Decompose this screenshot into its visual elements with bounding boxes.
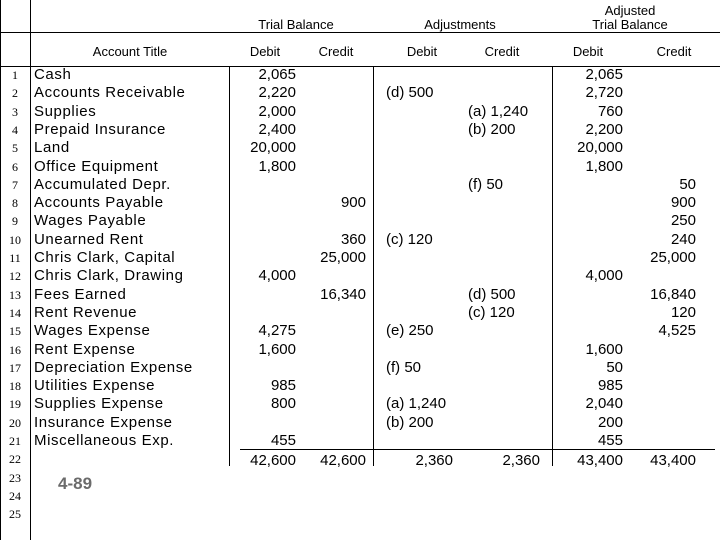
account-title: Office Equipment bbox=[34, 157, 159, 175]
atb-debit-cell: 2,040 bbox=[585, 395, 623, 413]
adj-credit-cell: (d) 500 bbox=[468, 285, 516, 303]
tb-credit-cell: 16,340 bbox=[320, 285, 366, 303]
adj-debit-cell: (a) 1,240 bbox=[386, 395, 447, 413]
row-number: 15 bbox=[9, 324, 21, 339]
tb-debit-cell: 985 bbox=[270, 377, 296, 395]
row-number: 1 bbox=[12, 68, 18, 82]
account-title: Wages Expense bbox=[34, 322, 151, 340]
tb-total-credit: 42,600 bbox=[320, 452, 366, 469]
header-top-rule bbox=[0, 32, 720, 33]
account-title: Cash bbox=[34, 66, 72, 83]
account-title: Insurance Expense bbox=[34, 413, 173, 431]
account-title: Accounts Payable bbox=[34, 194, 164, 212]
tb-divider bbox=[373, 66, 374, 466]
atb-debit-cell: 50 bbox=[606, 358, 623, 376]
adj-credit-cell: (b) 200 bbox=[468, 120, 516, 138]
account-title: Fees Earned bbox=[34, 285, 127, 303]
row-number: 22 bbox=[9, 452, 21, 467]
adj-credit-header: Credit bbox=[484, 44, 520, 59]
row-number: 23 bbox=[9, 470, 21, 485]
atb-total-credit: 43,400 bbox=[650, 452, 696, 469]
row-number: 5 bbox=[12, 141, 18, 156]
tb-debit-cell: 20,000 bbox=[250, 139, 296, 157]
tb-debit-cell: 4,275 bbox=[258, 322, 296, 340]
account-title: Chris Clark, Capital bbox=[34, 249, 176, 266]
account-title: Accounts Receivable bbox=[34, 84, 186, 102]
row-number: 9 bbox=[12, 214, 18, 229]
tb-debit-cell: 455 bbox=[270, 432, 296, 449]
tb-debit-header: Debit bbox=[249, 44, 281, 59]
trial-balance-header: Trial Balance bbox=[258, 17, 334, 32]
row-number: 19 bbox=[9, 397, 21, 412]
tb-debit-cell: 2,400 bbox=[258, 120, 296, 138]
account-title: Supplies bbox=[34, 102, 97, 120]
atb-total-debit: 43,400 bbox=[577, 452, 623, 469]
account-title: Depreciation Expense bbox=[34, 358, 193, 376]
tb-debit-cell: 2,000 bbox=[258, 102, 296, 120]
row-number: 12 bbox=[9, 269, 21, 284]
tb-credit-cell: 360 bbox=[340, 230, 366, 248]
adj-divider bbox=[552, 66, 553, 466]
row-number: 21 bbox=[9, 434, 21, 448]
row-number: 3 bbox=[12, 104, 18, 119]
adjustments-header: Adjustments bbox=[424, 17, 496, 32]
tb-credit-header: Credit bbox=[318, 44, 354, 59]
atb-debit-cell: 20,000 bbox=[577, 139, 623, 157]
atb-debit-cell: 760 bbox=[597, 102, 623, 120]
row-number: 4 bbox=[12, 122, 18, 137]
atb-debit-cell: 1,800 bbox=[585, 157, 623, 175]
account-title: Rent Revenue bbox=[34, 303, 138, 321]
account-title: Chris Clark, Drawing bbox=[34, 267, 184, 285]
account-title: Supplies Expense bbox=[34, 395, 164, 413]
total-rule bbox=[240, 449, 715, 450]
account-title: Utilities Expense bbox=[34, 377, 156, 395]
adj-credit-cell: (f) 50 bbox=[468, 175, 504, 193]
slide-number: 4-89 bbox=[58, 474, 93, 493]
account-title: Accumulated Depr. bbox=[34, 175, 171, 193]
row-number: 18 bbox=[9, 379, 21, 394]
row-number: 14 bbox=[9, 305, 21, 320]
row-number: 13 bbox=[9, 287, 21, 302]
adj-debit-header: Debit bbox=[406, 44, 438, 59]
adj-debit-cell: (c) 120 bbox=[386, 230, 433, 248]
row-number: 20 bbox=[9, 415, 21, 430]
adj-total-debit: 2,360 bbox=[415, 452, 453, 469]
account-title: Unearned Rent bbox=[34, 230, 144, 248]
tb-debit-cell: 2,065 bbox=[258, 66, 296, 83]
row-number: 11 bbox=[9, 251, 21, 265]
adjusted-header-line1: Adjusted bbox=[604, 3, 656, 18]
tb-debit-cell: 4,000 bbox=[258, 267, 296, 285]
atb-debit-cell: 985 bbox=[597, 377, 623, 395]
tb-debit-cell: 1,600 bbox=[258, 340, 296, 358]
adj-debit-cell: (d) 500 bbox=[386, 84, 434, 102]
adj-total-credit: 2,360 bbox=[502, 452, 540, 469]
atb-debit-cell: 200 bbox=[597, 413, 623, 431]
atb-debit-cell: 2,200 bbox=[585, 120, 623, 138]
account-title: Miscellaneous Exp. bbox=[34, 432, 175, 449]
row-number: 6 bbox=[12, 159, 18, 174]
atb-debit-cell: 2,065 bbox=[585, 66, 623, 83]
row-number: 25 bbox=[9, 507, 21, 522]
row-number: 2 bbox=[12, 86, 18, 101]
left-border bbox=[0, 0, 1, 540]
account-title: Rent Expense bbox=[34, 340, 136, 358]
adj-debit-cell: (e) 250 bbox=[386, 322, 434, 340]
tb-debit-cell: 800 bbox=[270, 395, 296, 413]
account-title: Wages Payable bbox=[34, 212, 147, 230]
atb-debit-cell: 4,000 bbox=[585, 267, 623, 285]
adj-credit-cell: (a) 1,240 bbox=[468, 102, 529, 120]
atb-credit-cell: 120 bbox=[670, 303, 696, 321]
account-title: Prepaid Insurance bbox=[34, 120, 166, 138]
atb-debit-cell: 455 bbox=[597, 432, 623, 449]
atb-credit-cell: 240 bbox=[670, 230, 696, 248]
atb-credit-cell: 25,000 bbox=[650, 249, 696, 266]
atb-debit-header: Debit bbox=[572, 44, 604, 59]
row-number: 16 bbox=[9, 342, 21, 357]
adjusted-header-line2: Trial Balance bbox=[592, 17, 668, 32]
row-number: 10 bbox=[9, 232, 21, 247]
account-title-header: Account Title bbox=[92, 44, 168, 59]
atb-credit-cell: 250 bbox=[670, 212, 696, 230]
row-number: 24 bbox=[9, 488, 21, 503]
tb-credit-cell: 900 bbox=[340, 194, 366, 212]
adj-credit-cell: (c) 120 bbox=[468, 303, 515, 321]
tb-total-debit: 42,600 bbox=[250, 452, 296, 469]
row-number: 17 bbox=[9, 360, 21, 375]
row-number: 8 bbox=[12, 196, 18, 211]
atb-credit-cell: 16,840 bbox=[650, 285, 696, 303]
tb-debit-cell: 1,800 bbox=[258, 157, 296, 175]
tb-credit-cell: 25,000 bbox=[320, 249, 366, 266]
adj-debit-cell: (f) 50 bbox=[386, 358, 422, 376]
atb-credit-cell: 50 bbox=[679, 175, 696, 193]
atb-credit-header: Credit bbox=[656, 44, 692, 59]
atb-debit-cell: 2,720 bbox=[585, 84, 623, 102]
atb-credit-cell: 900 bbox=[670, 194, 696, 212]
tb-debit-cell: 2,220 bbox=[258, 84, 296, 102]
row-number: 7 bbox=[12, 177, 18, 192]
rownum-divider bbox=[30, 0, 31, 540]
account-title: Land bbox=[34, 139, 70, 157]
atb-credit-cell: 4,525 bbox=[658, 322, 696, 340]
adj-debit-cell: (b) 200 bbox=[386, 413, 434, 431]
atb-debit-cell: 1,600 bbox=[585, 340, 623, 358]
